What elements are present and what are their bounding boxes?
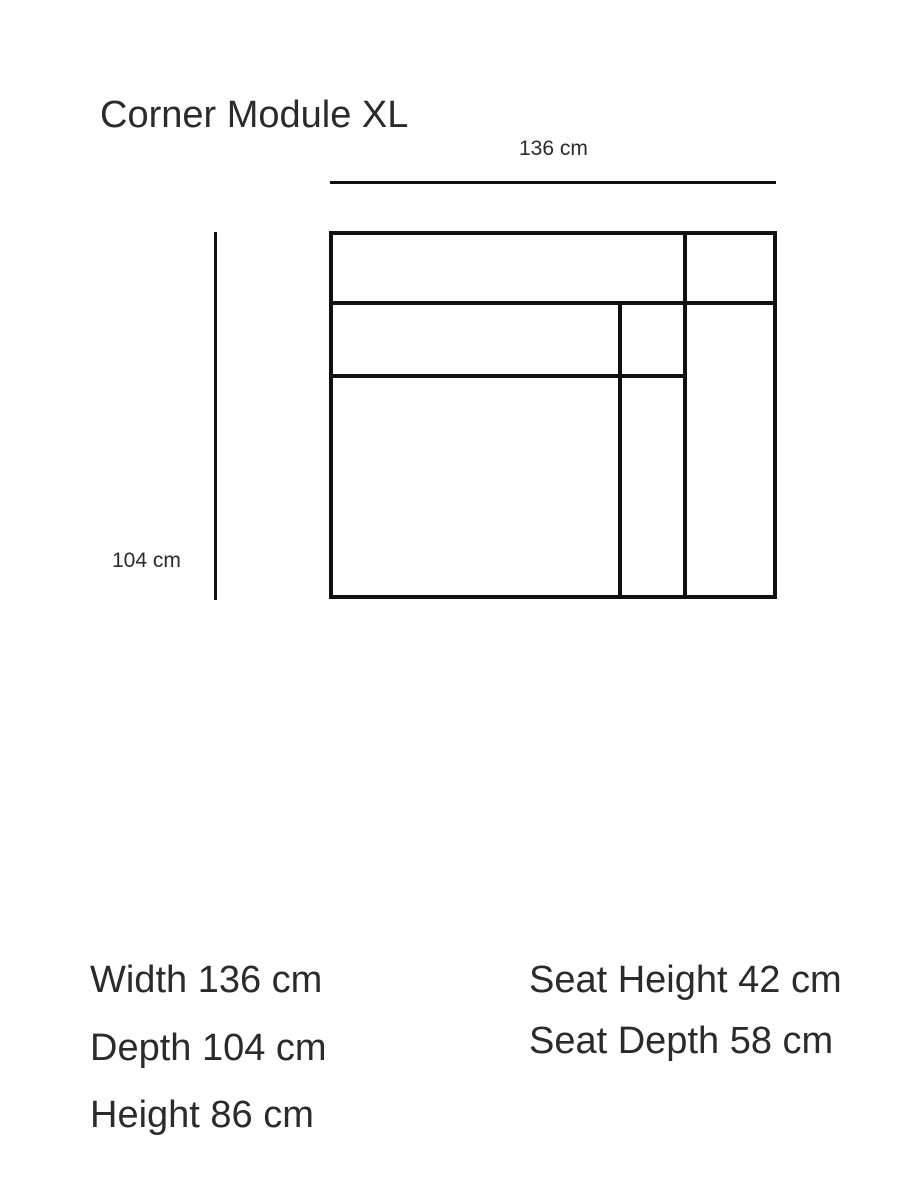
spec-seat-height: Seat Height 42 cm bbox=[529, 959, 842, 1001]
module-outline bbox=[331, 233, 775, 597]
depth-dimension-label: 104 cm bbox=[112, 549, 181, 572]
spec-height: Height 86 cm bbox=[90, 1094, 314, 1136]
spec-seat-depth: Seat Depth 58 cm bbox=[529, 1020, 834, 1062]
spec-depth: Depth 104 cm bbox=[90, 1027, 327, 1069]
product-title: Corner Module XL bbox=[100, 94, 409, 136]
width-dimension-label: 136 cm bbox=[519, 137, 588, 160]
spec-width: Width 136 cm bbox=[90, 959, 323, 1001]
